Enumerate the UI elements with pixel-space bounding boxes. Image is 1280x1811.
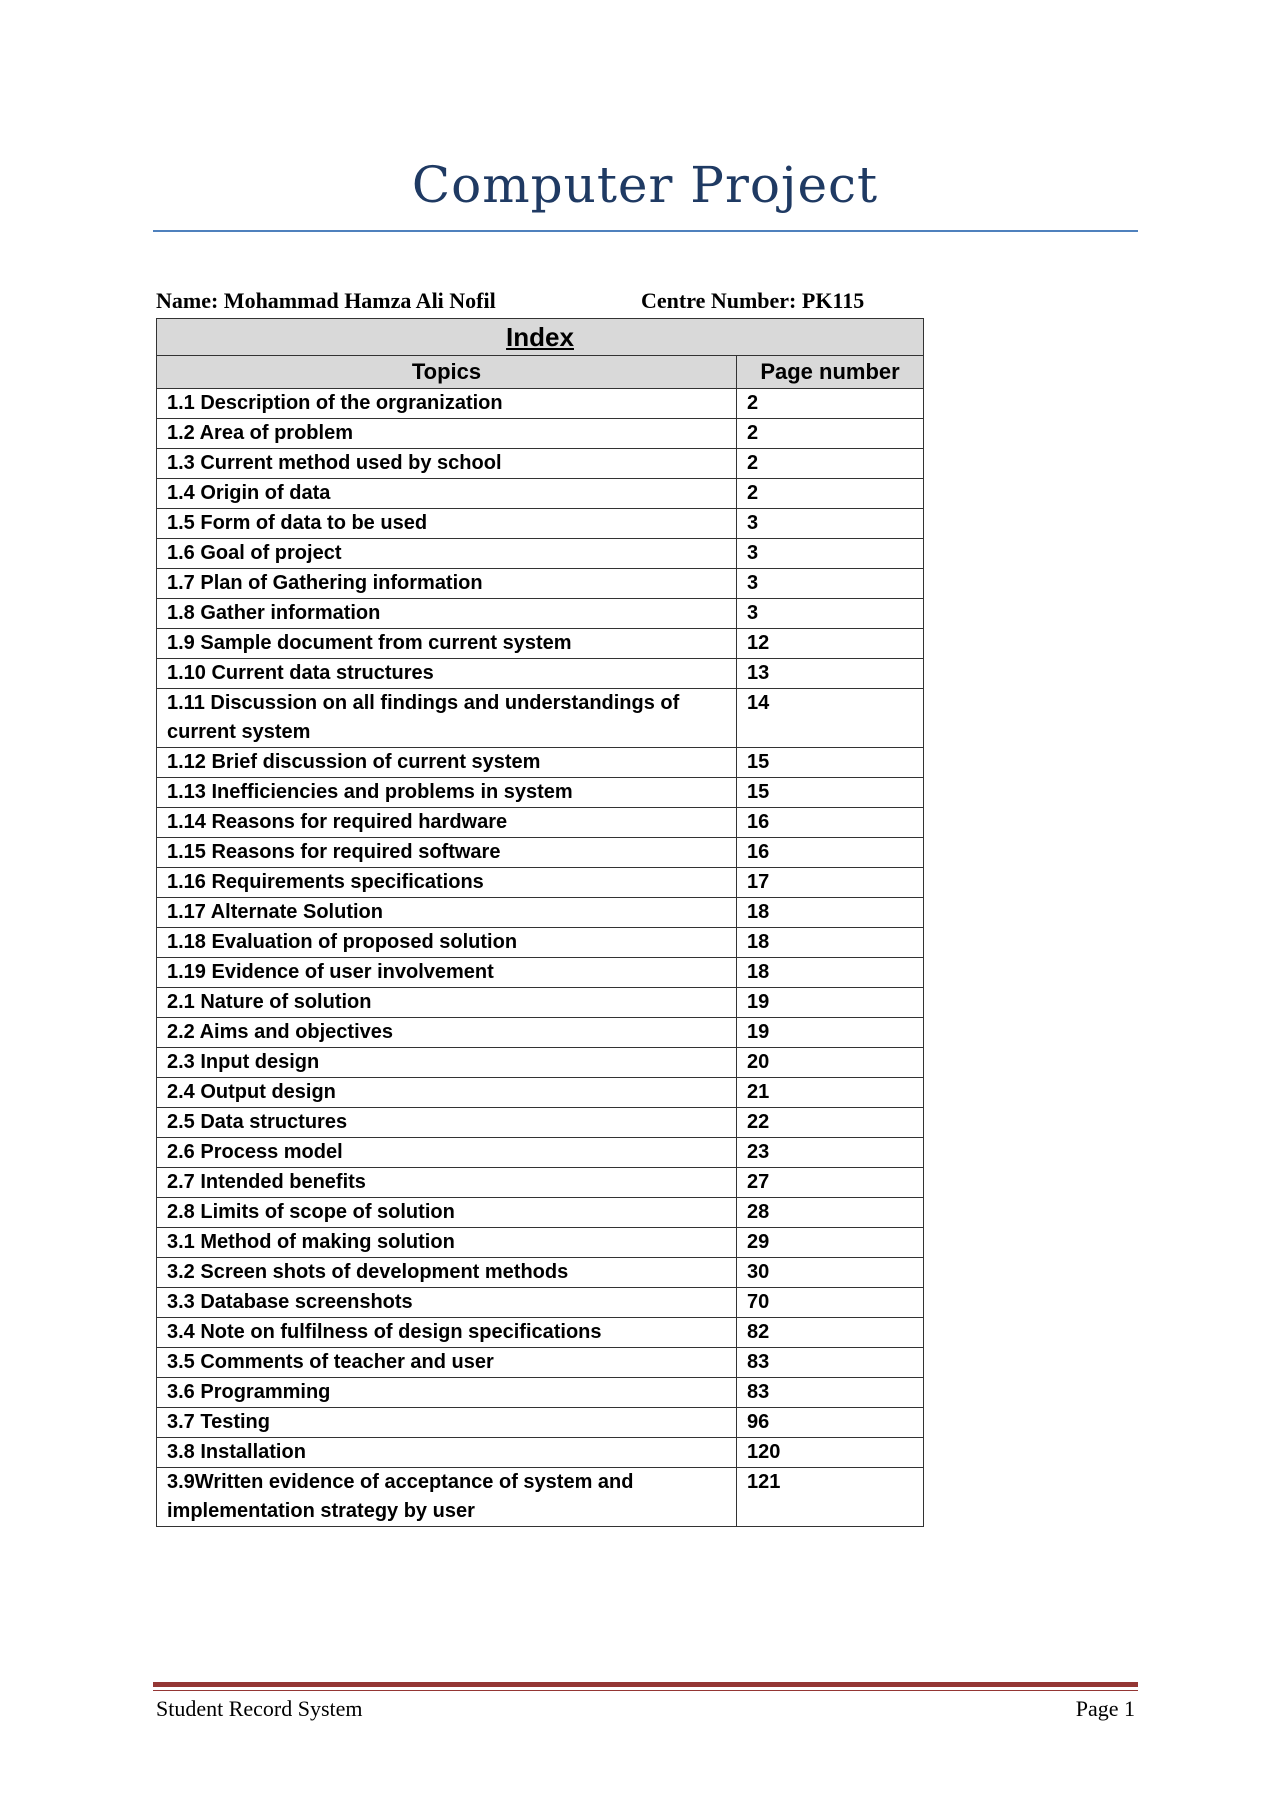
table-row	[157, 838, 924, 868]
page-number-cell: 2	[737, 419, 924, 449]
topic-cell: 1.8 Gather information	[157, 599, 737, 629]
page-number-cell: 16	[737, 808, 924, 838]
topic-cell: 3.4 Note on fulfilness of design specifications	[157, 1318, 737, 1348]
index-heading-row	[157, 319, 924, 356]
page-number-cell: 23	[737, 1138, 924, 1168]
table-row	[157, 1438, 924, 1468]
topic-cell: 3.1 Method of making solution	[157, 1228, 737, 1258]
page-number-cell: 3	[737, 509, 924, 539]
page-number-cell: 20	[737, 1048, 924, 1078]
topic-cell: 1.19 Evidence of user involvement	[157, 958, 737, 988]
table-row	[157, 629, 924, 659]
page-number-cell: 83	[737, 1378, 924, 1408]
table-row	[157, 808, 924, 838]
topic-cell: 3.9Written evidence of acceptance of system and implementation strategy by user	[157, 1468, 737, 1527]
topic-cell: 1.12 Brief discussion of current system	[157, 748, 737, 778]
page-number-cell: 13	[737, 659, 924, 689]
table-row	[157, 659, 924, 689]
page-number-cell: 15	[737, 748, 924, 778]
page-number-cell: 2	[737, 449, 924, 479]
table-row	[157, 958, 924, 988]
table-row	[157, 1078, 924, 1108]
page-number-cell: 2	[737, 479, 924, 509]
column-header-page-number: Page number	[737, 356, 924, 389]
page-number-cell: 19	[737, 988, 924, 1018]
topic-cell: 1.10 Current data structures	[157, 659, 737, 689]
topic-cell: 1.15 Reasons for required software	[157, 838, 737, 868]
topic-cell: 1.1 Description of the orgranization	[157, 389, 737, 419]
page-number-cell: 15	[737, 778, 924, 808]
topic-cell: 1.9 Sample document from current system	[157, 629, 737, 659]
column-header-row	[157, 356, 924, 389]
page-number-cell: 18	[737, 928, 924, 958]
table-row	[157, 988, 924, 1018]
page-number-cell: 19	[737, 1018, 924, 1048]
topic-cell: 2.6 Process model	[157, 1138, 737, 1168]
table-row	[157, 1378, 924, 1408]
page-number-cell: 14	[737, 689, 924, 748]
table-row	[157, 509, 924, 539]
topic-cell: 2.4 Output design	[157, 1078, 737, 1108]
topic-cell: 2.3 Input design	[157, 1048, 737, 1078]
page-number-cell: 21	[737, 1078, 924, 1108]
topic-cell: 2.5 Data structures	[157, 1108, 737, 1138]
page-number-cell: 28	[737, 1198, 924, 1228]
page-number-cell: 3	[737, 599, 924, 629]
page-number-cell: 70	[737, 1288, 924, 1318]
page-number-cell: 27	[737, 1168, 924, 1198]
topic-cell: 3.5 Comments of teacher and user	[157, 1348, 737, 1378]
table-row	[157, 1228, 924, 1258]
page-number-cell: 2	[737, 389, 924, 419]
table-row	[157, 748, 924, 778]
page-number-cell: 29	[737, 1228, 924, 1258]
topic-cell: 3.2 Screen shots of development methods	[157, 1258, 737, 1288]
page-number-cell: 82	[737, 1318, 924, 1348]
table-row	[157, 1108, 924, 1138]
topic-cell: 1.17 Alternate Solution	[157, 898, 737, 928]
topic-cell: 1.18 Evaluation of proposed solution	[157, 928, 737, 958]
table-row	[157, 778, 924, 808]
page-number-cell: 12	[737, 629, 924, 659]
topic-cell: 1.3 Current method used by school	[157, 449, 737, 479]
table-row	[157, 479, 924, 509]
table-row	[157, 569, 924, 599]
student-name: Name: Mohammad Hamza Ali Nofil	[156, 288, 496, 313]
table-row	[157, 1318, 924, 1348]
table-row	[157, 928, 924, 958]
table-row	[157, 1198, 924, 1228]
page-number-cell: 30	[737, 1258, 924, 1288]
table-row	[157, 689, 924, 748]
footer-divider-thin	[153, 1690, 1138, 1691]
table-row	[157, 1468, 924, 1527]
title-divider	[153, 230, 1138, 232]
table-row	[157, 1168, 924, 1198]
document-title: Computer Project	[411, 156, 879, 214]
footer-divider-thick	[153, 1682, 1138, 1687]
topic-cell: 1.4 Origin of data	[157, 479, 737, 509]
page-number-cell: 120	[737, 1438, 924, 1468]
index-heading: Index	[157, 319, 924, 356]
page-number-cell: 17	[737, 868, 924, 898]
topic-cell: 3.3 Database screenshots	[157, 1288, 737, 1318]
topic-cell: 1.11 Discussion on all findings and understandings of current system	[157, 689, 737, 748]
topic-cell: 1.5 Form of data to be used	[157, 509, 737, 539]
page-number-cell: 18	[737, 898, 924, 928]
page-number-cell: 83	[737, 1348, 924, 1378]
topic-cell: 2.7 Intended benefits	[157, 1168, 737, 1198]
table-row	[157, 389, 924, 419]
topic-cell: 1.2 Area of problem	[157, 419, 737, 449]
table-row	[157, 1348, 924, 1378]
centre-number: Centre Number: PK115	[641, 288, 865, 313]
page-number-cell: 18	[737, 958, 924, 988]
topic-cell: 3.8 Installation	[157, 1438, 737, 1468]
page-number-cell: 16	[737, 838, 924, 868]
topic-cell: 2.8 Limits of scope of solution	[157, 1198, 737, 1228]
index-table	[156, 318, 924, 1527]
page-number-cell: 96	[737, 1408, 924, 1438]
table-row	[157, 539, 924, 569]
table-row	[157, 868, 924, 898]
table-row	[157, 449, 924, 479]
column-header-topics: Topics	[157, 356, 737, 389]
topic-cell: 1.6 Goal of project	[157, 539, 737, 569]
table-row	[157, 599, 924, 629]
page-number-cell: 3	[737, 539, 924, 569]
topic-cell: 1.13 Inefficiencies and problems in system	[157, 778, 737, 808]
page-number-cell: 121	[737, 1468, 924, 1527]
table-row	[157, 419, 924, 449]
table-row	[157, 1408, 924, 1438]
page-number-cell: 3	[737, 569, 924, 599]
footer-page-number: Page 1	[1075, 1696, 1135, 1721]
page-number-cell: 22	[737, 1108, 924, 1138]
table-row	[157, 1018, 924, 1048]
topic-cell: 1.14 Reasons for required hardware	[157, 808, 737, 838]
table-row	[157, 1138, 924, 1168]
topic-cell: 1.7 Plan of Gathering information	[157, 569, 737, 599]
table-row	[157, 1048, 924, 1078]
footer-project-name: Student Record System	[156, 1696, 363, 1721]
table-row	[157, 1288, 924, 1318]
table-row	[157, 898, 924, 928]
topic-cell: 2.2 Aims and objectives	[157, 1018, 737, 1048]
index-table-body	[157, 389, 924, 1527]
topic-cell: 3.7 Testing	[157, 1408, 737, 1438]
topic-cell: 1.16 Requirements specifications	[157, 868, 737, 898]
topic-cell: 3.6 Programming	[157, 1378, 737, 1408]
topic-cell: 2.1 Nature of solution	[157, 988, 737, 1018]
table-row	[157, 1258, 924, 1288]
